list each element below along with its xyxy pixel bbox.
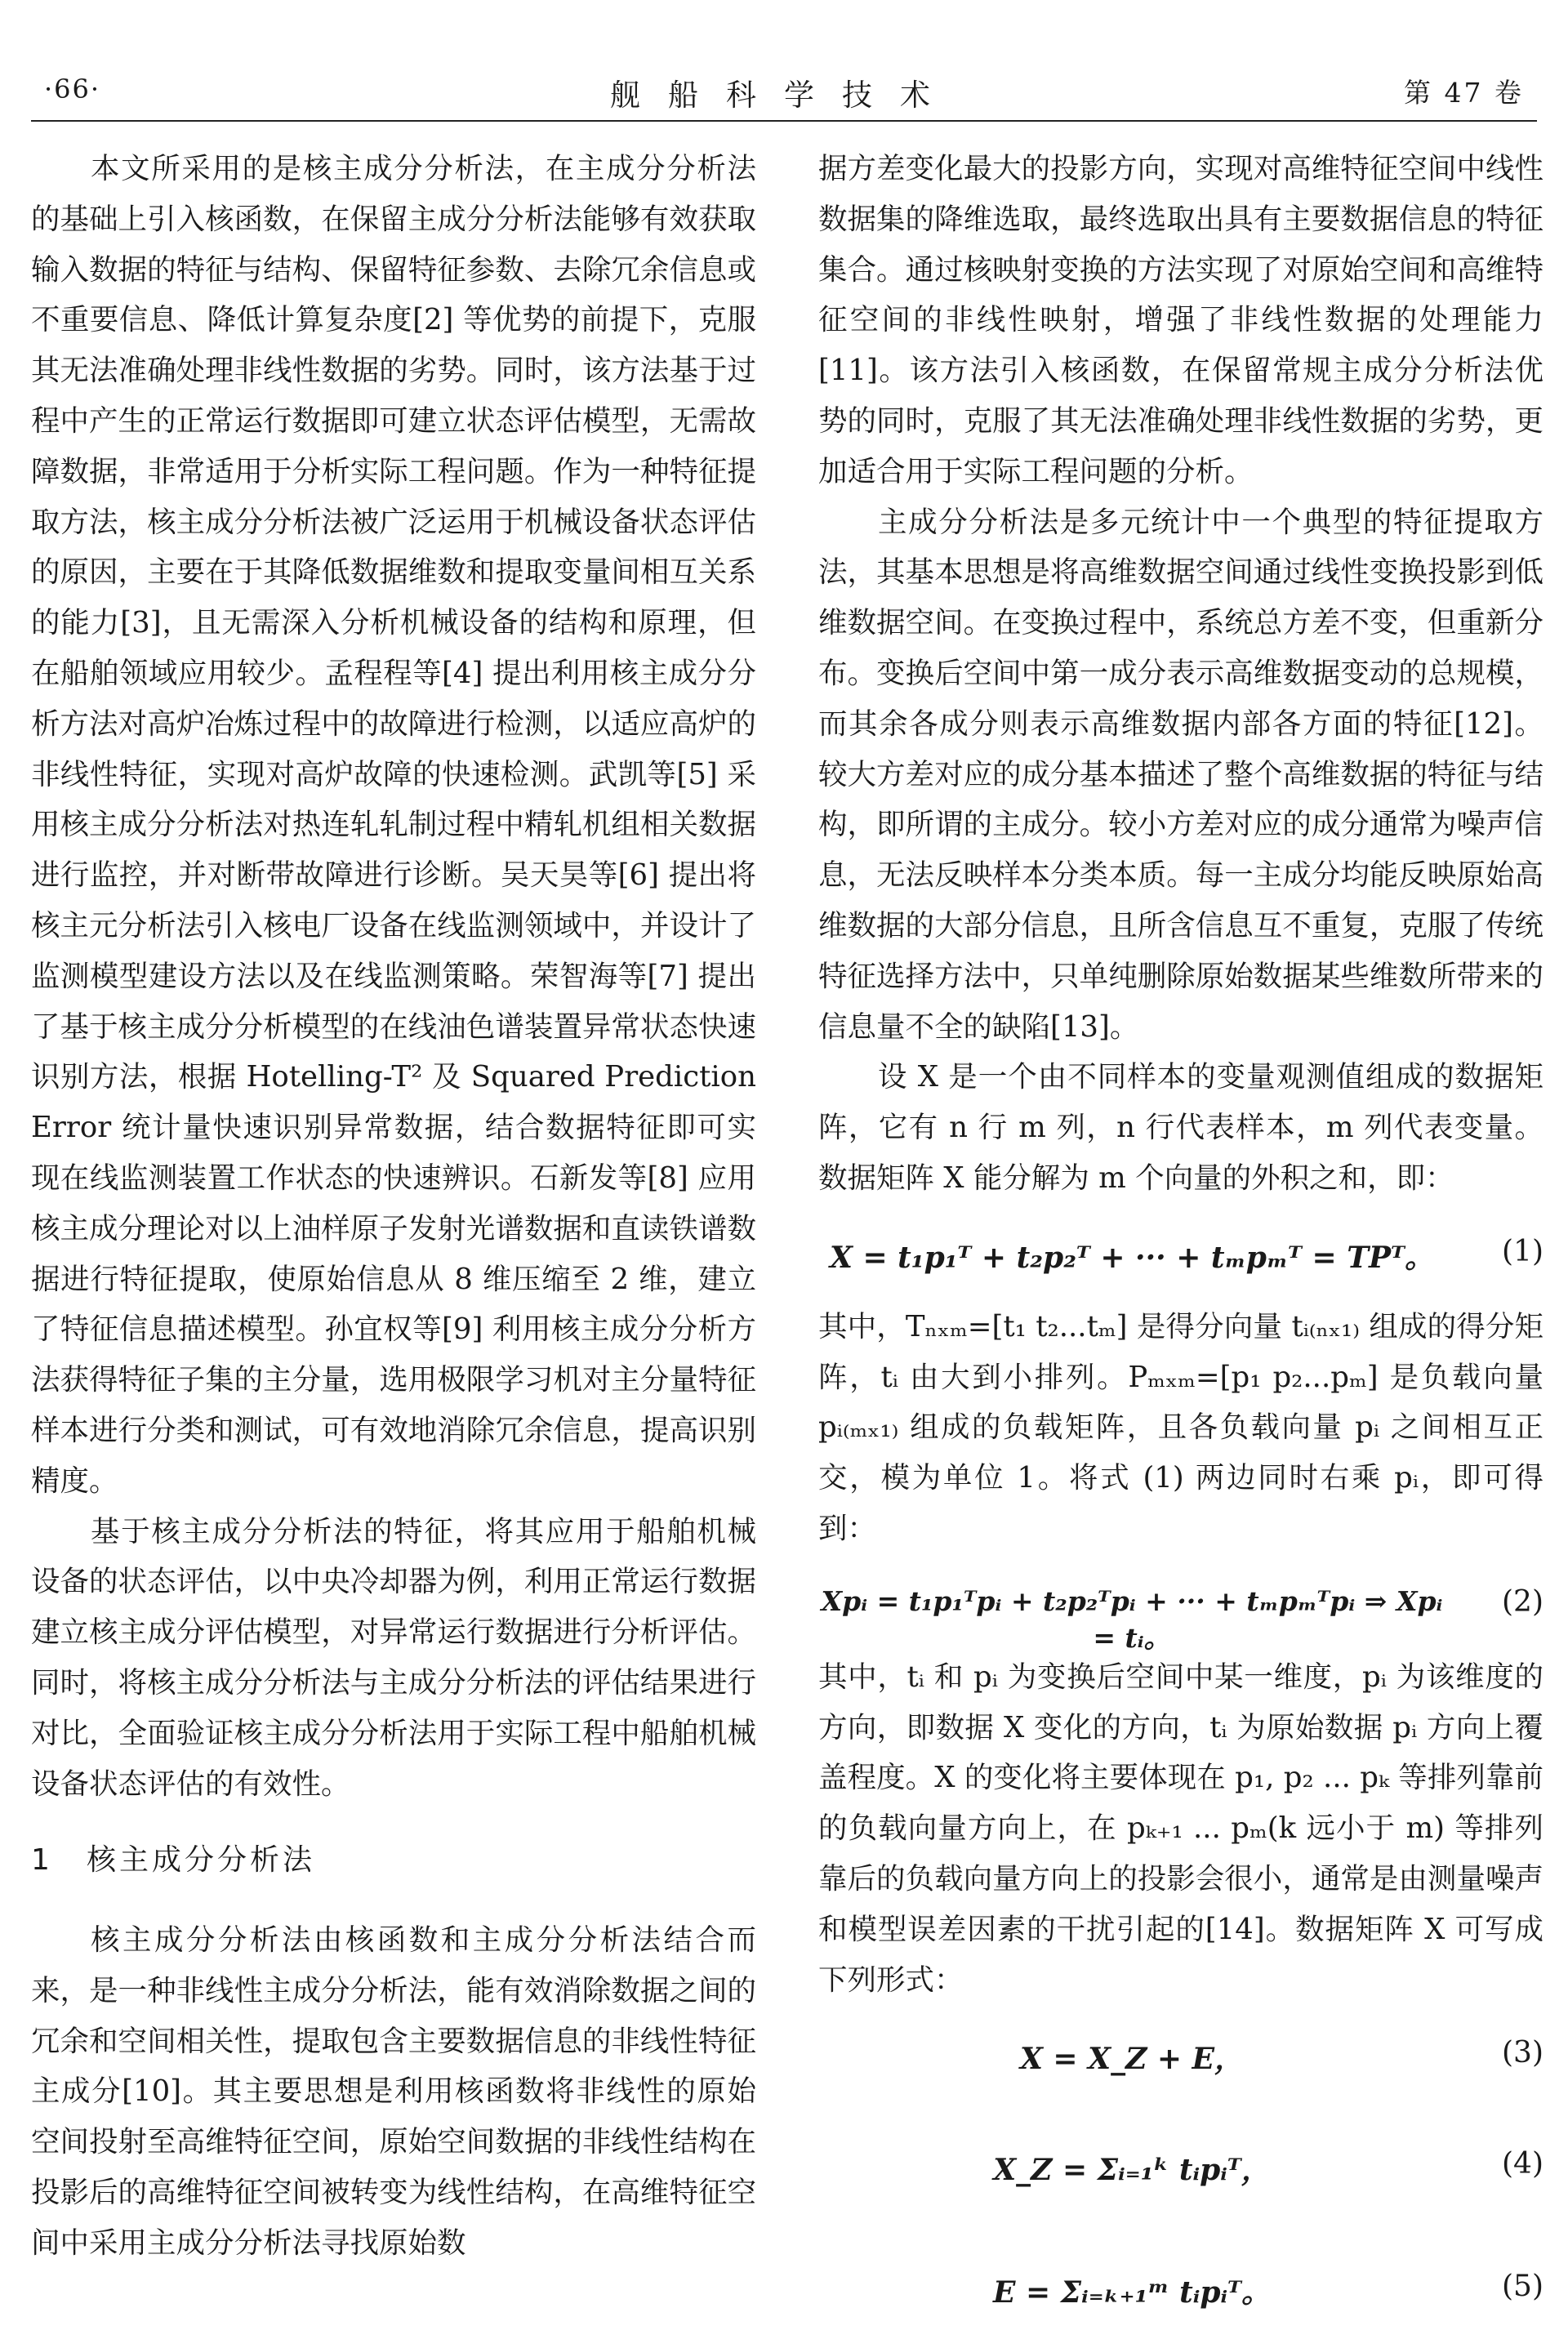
equation-body: X = t₁p₁ᵀ + t₂p₂ᵀ + ··· + tₘpₘᵀ = TPᵀ。 [830,1240,1434,1275]
equation-number: (1) [1502,1234,1544,1268]
right-column [818,144,1544,2348]
equation-number: (4) [1502,2147,1544,2181]
page-number: ·66· [44,74,101,105]
equation-body: X_Z = Σᵢ₌₁ᵏ tᵢpᵢᵀ， [993,2153,1271,2188]
body-paragraph: 据方差变化最大的投影方向，实现对高维特征空间中线性数据集的降维选取，最终选取出具有主要数据信息的特征集合。通过核映射变换的方法实现了对原始空间和高维特征空间的非线性映射，增强了非线性数据的处理能力[11]。该方法引入核函数，在保留常规主成分分析法优势的同时，克服了其无法准确处理非线性数据的劣势，更加适合用于实际工程问题的分析。 [818,152,1544,488]
volume-label: 第 47 卷 [1404,77,1524,109]
section-heading [31,1809,756,1915]
equation-1 [818,1204,1544,1302]
section-title: 核主成分分析法 [87,1843,316,1878]
body-paragraph: 主成分分析法是多元统计中一个典型的特征提取方法，其基本思想是将高维数据空间通过线性变换投影到低维数据空间。在变换过程中，系统总方差不变，但重新分布。变换后空间中第一成分表示高维数据变动的总规模，而其余各成分则表示高维数据内部各方面的特征[12]。较大方差对应的成分基本描述了整个高维数据的特征与结构，即所谓的主成分。较小方差对应的成分通常为噪声信息，无法反映样本分类本质。每一主成分均能反映原始高维数据的大部分信息，且所含信息互不重复，克服了传统特征选择方法中，只单纯删除原始数据某些维数所带来的信息量不全的缺陷[13]。 [818,505,1544,1044]
section-number: 1 [31,1843,53,1878]
equation-body: Xpᵢ = t₁p₁ᵀpᵢ + t₂p₂ᵀpᵢ + ··· + tₘpₘᵀpᵢ ⇒ Xpᵢ = tᵢ。 [821,1584,1443,1654]
body-paragraph: 设 X 是一个由不同样本的变量观测值组成的数据矩阵，它有 n 行 m 列，n 行代表样本，m 列代表变量。数据矩阵 X 能分解为 m 个向量的外积之和，即： [818,1060,1544,1195]
body-paragraph: 核主成分分析法由核函数和主成分分析法结合而来，是一种非线性主成分分析法，能有效消除数据之间的冗余和空间相关性，提取包含主要数据信息的非线性特征主成分[10]。其主要思想是利用核函数将非线性的原始空间投射至高维特征空间，原始空间数据的非线性结构在投影后的高维特征空间被转变为线性结构，在高维特征空间中采用主成分分析法寻找原始数 [31,1923,756,2260]
journal-title: 舰船科学技术 [610,78,958,113]
equation-number: (2) [1502,1584,1544,1619]
body-paragraph: 本文所采用的是核主成分分析法，在主成分分析法的基础上引入核函数，在保留主成分分析法能够有效获取输入数据的特征与结构、保留特征参数、去除冗余信息或不重要信息、降低计算复杂度[2] 等优势的前提下，克服其无法准确处理非线性数据的劣势。同时，该方法基于过程中产生的正常运行数据即可建立状态评估模型，无需故障数据，非常适用于分析实际工程问题。作为一种特征提取方法，核主成分分析法被广泛运用于机械设备状态评估的原因，主要在于其降低数据维数和提取变量间相互关系的能力[3]，且无需深入分析机械设备的结构和原理，但在船舶领域应用较少。孟程程等[4] 提出利用核主成分分析方法对高炉冶炼过程中的故障进行检测，以适应高炉的非线性特征，实现对高炉故障的快速检测。武凯等[5] 采用核主成分分析法对热连轧轧制过程中精轧机组相关数据进行监控，并对断带故障进行诊断。吴天昊等[6] 提出将核主元分析法引入核电厂设备在线监测领域中，并设计了监测模型建设方法以及在线监测策略。荣智海等[7] 提出了基于核主成分分析模型的在线油色谱装置异常状态快速识别方法，根据 Hotelling-T² 及 Squared Prediction Error 统计量快速识别异常数据，结合数据特征即可实现在线监测装置工作状态的快速辨识。石新发等[8] 应用核主成分理论对以上油样原子发射光谱数据和直读铁谱数据进行特征提取，使原始信息从 8 维压缩至 2 维，建立了特征信息描述模型。孙宜权等[9] 利用核主成分分析方法获得特征子集的主分量，选用极限学习机对主分量特征样本进行分类和测试，可有效地消除冗余信息，提高识别精度。 [31,152,756,1498]
header-rule [31,120,1537,122]
body-paragraph: 其中，tᵢ 和 pᵢ 为变换后空间中某一维度，pᵢ 为该维度的方向，即数据 X 变化的方向，tᵢ 为原始数据 pᵢ 方向上覆盖程度。X 的变化将主要体现在 p₁, p₂ ... pₖ 等排列靠前的负载向量方向上，在 pₖ₊₁ ... pₘ(k 远小于 m) 等排列靠后的负载向量方向上的投影会很小，通常是由测量噪声和模型误差因素的干扰引起的[14]。数据矩阵 X 可写成下列形式： [818,1660,1544,1997]
body-paragraph: 基于核主成分分析法的特征，将其应用于船舶机械设备的状态评估，以中央冷却器为例，利用正常运行数据建立核主成分评估模型，对异常运行数据进行分析评估。同时，将核主成分分析法与主成分分析法的评估结果进行对比，全面验证核主成分分析法用于实际工程中船舶机械设备状态评估的有效性。 [31,1514,756,1801]
equation-number: (3) [1502,2036,1544,2070]
equation-number: (5) [1502,2270,1544,2304]
equation-body: E = Σᵢ₌ₖ₊₁ᵐ tᵢpᵢᵀ。 [992,2275,1271,2310]
equation-4 [818,2103,1544,2225]
running-header [31,64,1537,121]
equation-3 [818,2005,1544,2103]
body-paragraph: 其中，Tₙₓₘ=[t₁ t₂...tₘ] 是得分向量 tᵢ₍ₙₓ₁₎ 组成的得分矩阵，tᵢ 由大到小排列。Pₘₓₘ=[p₁ p₂...pₘ] 是负载向量 pᵢ₍ₘₓ₁₎ 组成的负载矩阵，且各负载向量 pᵢ 之间相互正交，模为单位 1。将式 (1) 两边同时右乘 pᵢ，即可得到： [818,1309,1544,1545]
equation-5 [818,2225,1544,2348]
left-column [31,144,756,2269]
equation-2 [818,1554,1544,1652]
equation-body: X = X_Z + E， [1019,2042,1245,2077]
